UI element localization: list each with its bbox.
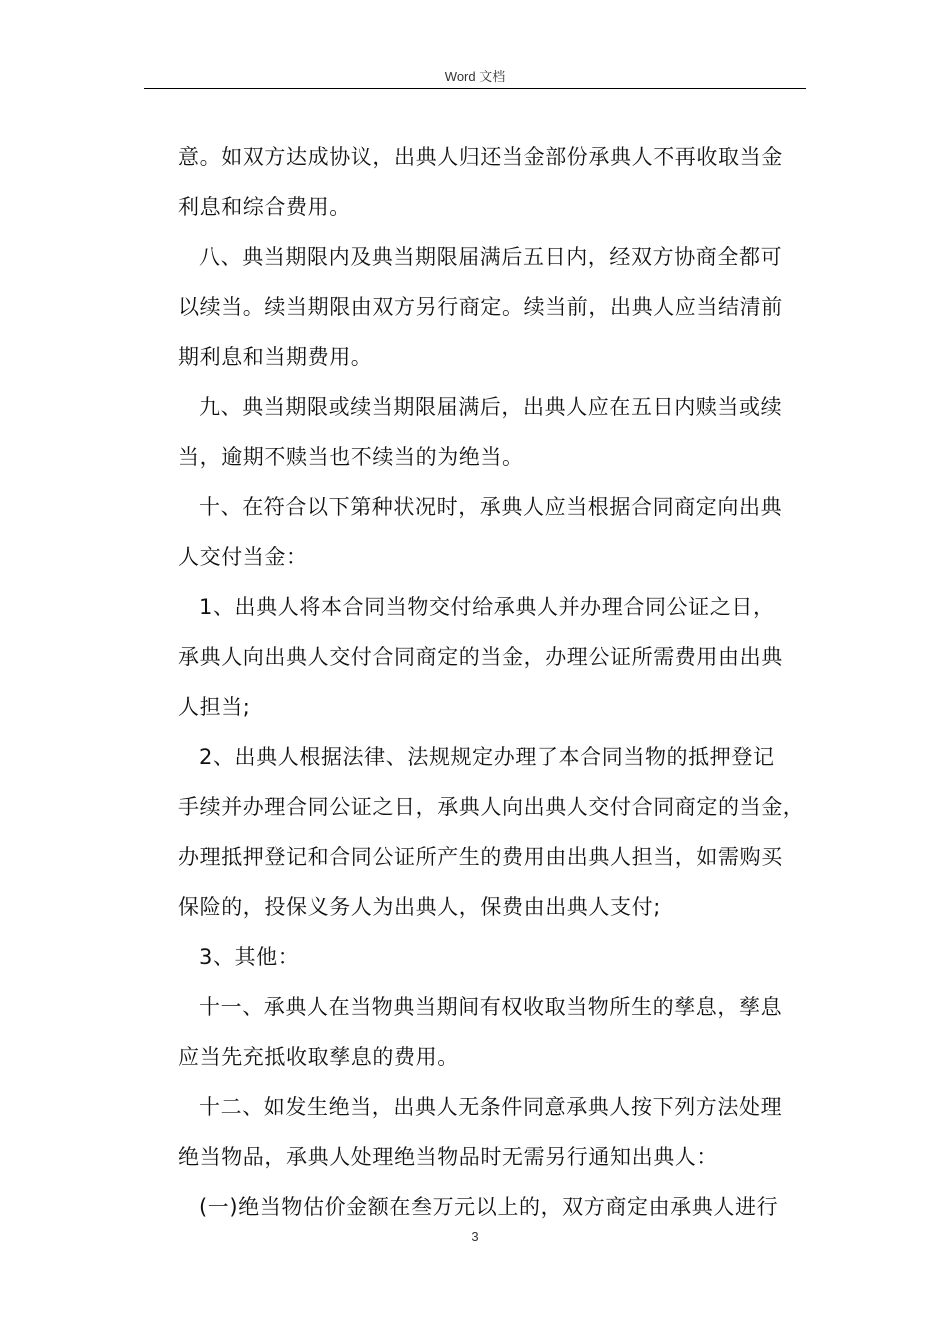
text-line: (一)绝当物估价金额在叁万元以上的，双方商定由承典人进行 [199, 1195, 779, 1219]
text-line: 办理抵押登记和合同公证所产生的费用由出典人担当，如需购买 [178, 845, 783, 869]
text-line: 十一、承典人在当物典当期间有权收取当物所生的孳息，孳息 [199, 995, 783, 1019]
paragraph [178, 1082, 808, 1182]
paragraph [178, 732, 808, 932]
text-line: 1、出典人将本合同当物交付给承典人并办理合同公证之日， [199, 595, 775, 619]
paragraph [178, 232, 808, 382]
text-line: 当，逾期不赎当也不续当的为绝当。 [178, 445, 524, 469]
text-line: 意。如双方达成协议，出典人归还当金部份承典人不再收取当金 [178, 145, 783, 169]
text-line: 十、在符合以下第种状况时，承典人应当根据合同商定向出典 [199, 495, 783, 519]
header-title: Word 文档 [444, 69, 506, 84]
paragraph [178, 932, 808, 982]
body-text [178, 132, 808, 1232]
header-divider [144, 88, 806, 89]
page-number: 3 [471, 1229, 479, 1244]
paragraph [178, 1182, 808, 1232]
text-line: 以续当。续当期限由双方另行商定。续当前，出典人应当结清前 [178, 295, 783, 319]
text-line: 期利息和当期费用。 [178, 345, 373, 369]
text-line: 手续并办理合同公证之日，承典人向出典人交付合同商定的当金， [178, 795, 805, 819]
text-line: 3、其他： [199, 945, 300, 969]
text-line: 人交付当金： [178, 545, 308, 569]
text-line: 2、出典人根据法律、法规规定办理了本合同当物的抵押登记 [199, 745, 775, 769]
text-line: 应当先充抵收取孳息的费用。 [178, 1045, 459, 1069]
paragraph [178, 132, 808, 232]
text-line: 十二、如发生绝当，出典人无条件同意承典人按下列方法处理 [199, 1095, 783, 1119]
paragraph [178, 382, 808, 482]
text-line: 人担当; [178, 695, 251, 719]
text-line: 九、典当期限或续当期限届满后，出典人应在五日内赎当或续 [199, 395, 783, 419]
text-line: 八、典当期限内及典当期限届满后五日内，经双方协商全都可 [199, 245, 783, 269]
paragraph [178, 982, 808, 1082]
text-line: 绝当物品，承典人处理绝当物品时无需另行通知出典人： [178, 1145, 718, 1169]
text-line: 利息和综合费用。 [178, 195, 351, 219]
text-line: 承典人向出典人交付合同商定的当金，办理公证所需费用由出典 [178, 645, 783, 669]
paragraph [178, 482, 808, 582]
paragraph [178, 582, 808, 732]
text-line: 保险的，投保义务人为出典人，保费由出典人支付; [178, 895, 661, 919]
